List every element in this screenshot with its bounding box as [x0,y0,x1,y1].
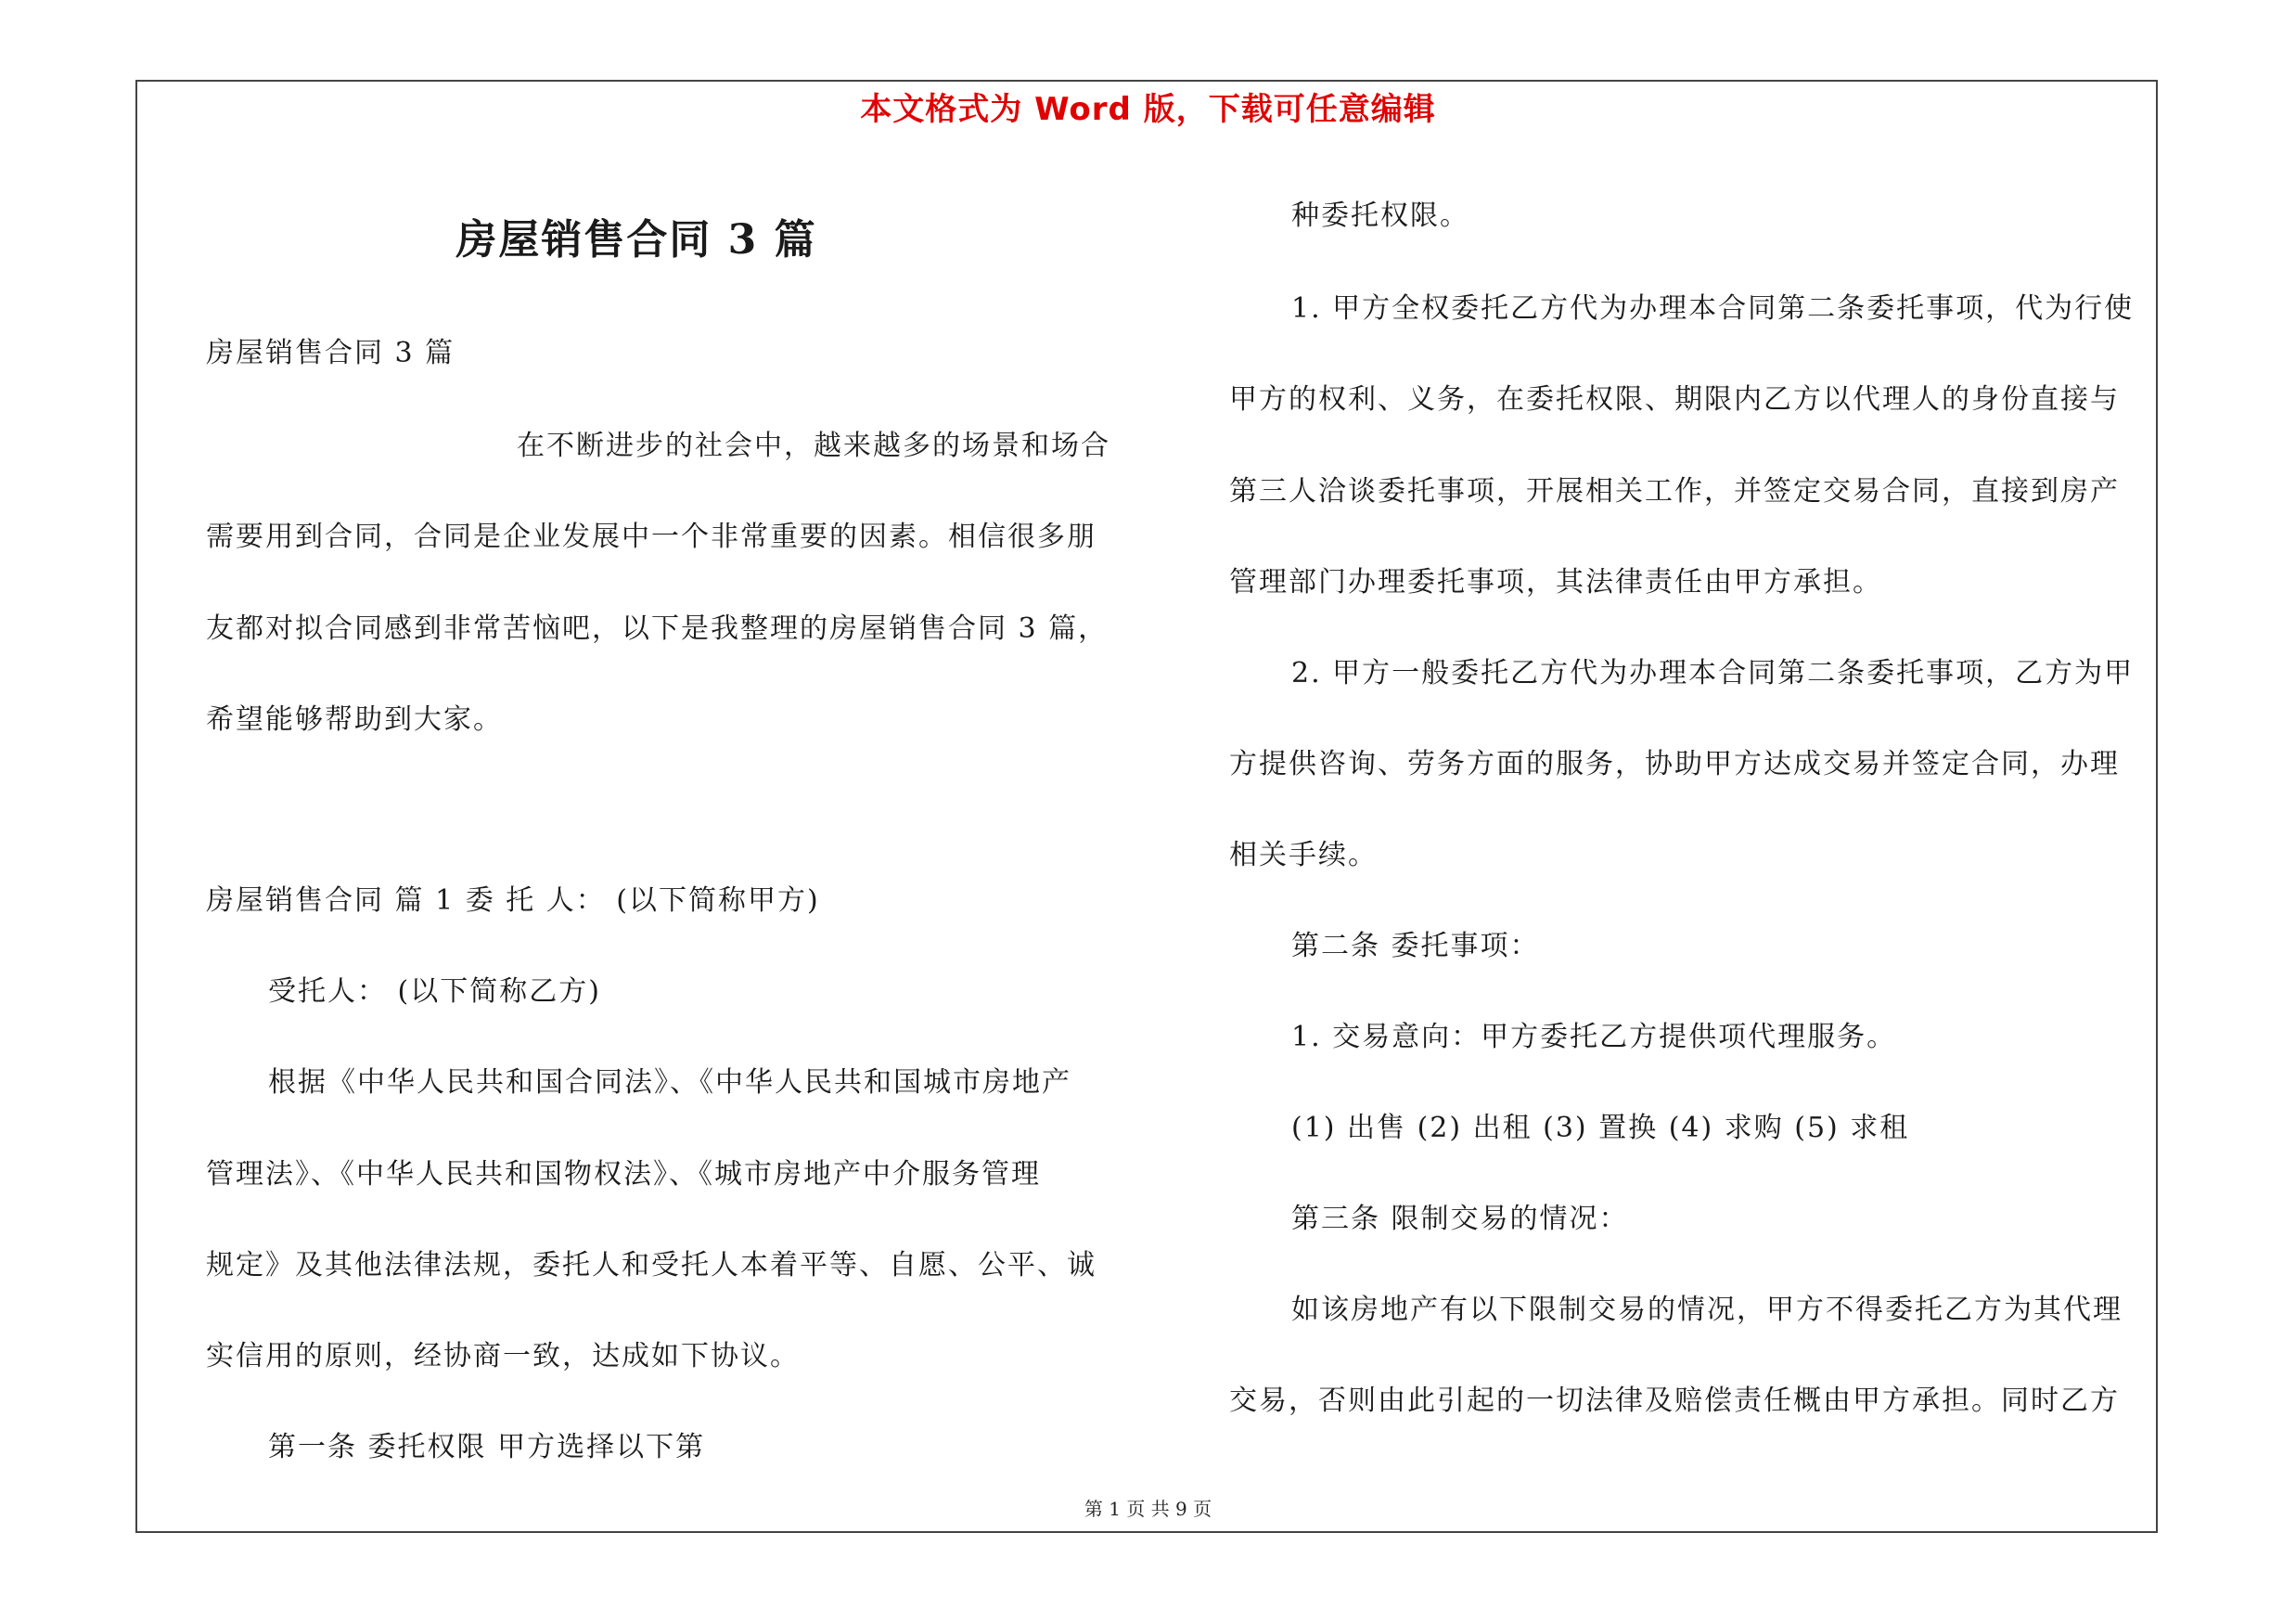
paragraph-line: 实信用的原则，经协商一致，达成如下协议。 [206,1340,800,1372]
document-title: 房屋销售合同 3 篇 [455,216,817,264]
paragraph-line: 需要用到合同，合同是企业发展中一个非常重要的因素。相信很多朋 [206,521,1097,553]
contract-heading: 房屋销售合同 篇 1 委 托 人： (以下简称甲方) [206,884,820,917]
paragraph-line: 交易，否则由此引起的一切法律及赔偿责任概由甲方承担。同时乙方 [1229,1385,2120,1417]
article-heading: 第三条 限制交易的情况： [1291,1203,1629,1235]
paragraph-line: 根据《中华人民共和国合同法》、《中华人民共和国城市房地产 [268,1066,1071,1099]
paragraph-line: 管理法》、《中华人民共和国物权法》、《城市房地产中介服务管理 [206,1158,1041,1191]
paragraph-line: 第三人洽谈委托事项，开展相关工作，并签定交易合同，直接到房产 [1229,475,2120,508]
paragraph-line: 管理部门办理委托事项，其法律责任由甲方承担。 [1229,566,1882,599]
paragraph-line: 在不断进步的社会中，越来越多的场景和场合 [517,430,1110,462]
paragraph-line: 希望能够帮助到大家。 [206,703,503,736]
paragraph-line: 受托人： (以下简称乙方) [268,975,601,1008]
article-heading: 第二条 委托事项： [1291,930,1540,962]
paragraph-line: 1. 甲方全权委托乙方代为办理本合同第二条委托事项，代为行使 [1291,292,2135,325]
paragraph-line: 方提供咨询、劳务方面的服务，协助甲方达成交易并签定合同，办理 [1229,748,2120,780]
paragraph-line: 种委托权限。 [1291,200,1469,232]
paragraph-line: 第一条 委托权限 甲方选择以下第 [268,1431,706,1463]
paragraph-line: 1. 交易意向：甲方委托乙方提供项代理服务。 [1291,1021,1897,1053]
paragraph-line: 房屋销售合同 3 篇 [206,337,455,369]
options-line: (1) 出售 (2) 出租 (3) 置换 (4) 求购 (5) 求租 [1291,1112,1910,1144]
paragraph-line: 规定》及其他法律法规，委托人和受托人本着平等、自愿、公平、诚 [206,1249,1097,1282]
page-number-footer: 第 1 页 共 9 页 [1084,1498,1212,1520]
paragraph-line: 2. 甲方一般委托乙方代为办理本合同第二条委托事项，乙方为甲 [1291,657,2135,689]
word-format-banner: 本文格式为 Word 版，下载可任意编辑 [860,91,1436,128]
paragraph-line: 友都对拟合同感到非常苦恼吧，以下是我整理的房屋销售合同 3 篇， [206,612,1109,645]
paragraph-line: 相关手续。 [1229,839,1378,871]
paragraph-line: 如该房地产有以下限制交易的情况，甲方不得委托乙方为其代理 [1291,1294,2123,1326]
paragraph-line: 甲方的权利、义务，在委托权限、期限内乙方以代理人的身份直接与 [1229,383,2120,416]
